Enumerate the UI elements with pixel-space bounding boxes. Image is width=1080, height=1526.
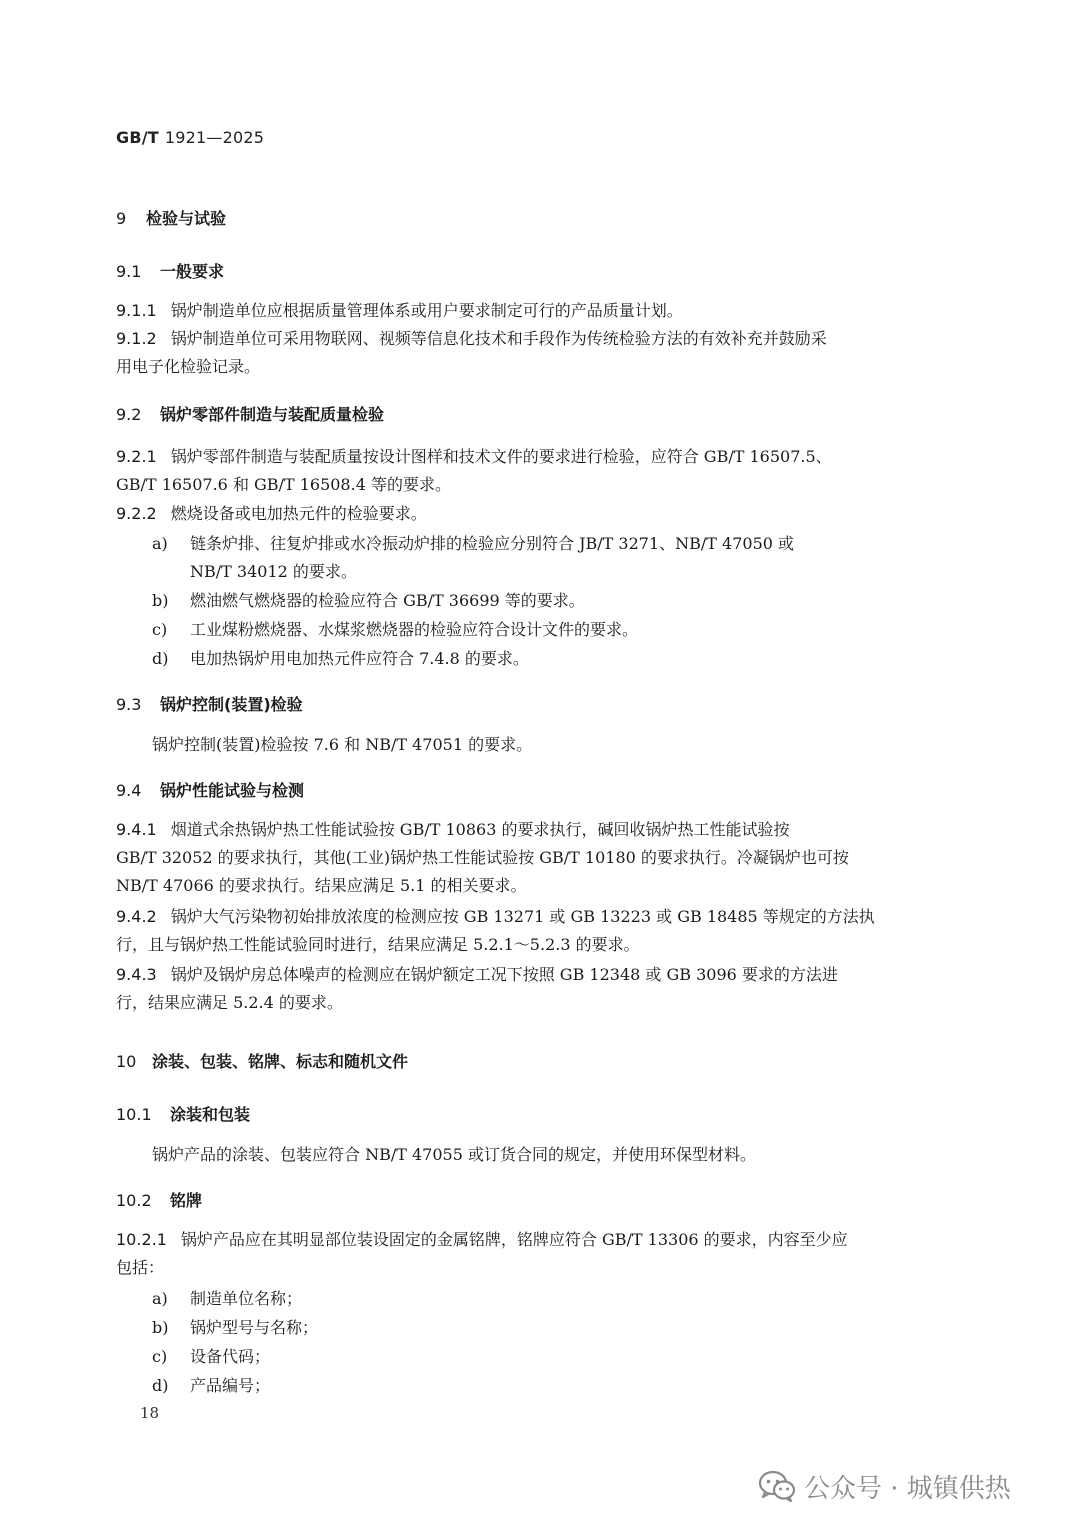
section-9-2-heading: 9.2 锅炉零部件制造与装配质量检验	[116, 405, 385, 424]
section-10-1-heading: 10.1 涂装和包装	[116, 1105, 251, 1124]
watermark-text: 公众号 · 城镇供热	[804, 1473, 1011, 1504]
clause-9-2-2: 9.2.2 燃烧设备或电加热元件的检验要求。	[116, 504, 427, 523]
clause-10-2-1: 10.2.1 锅炉产品应在其明显部位装设固定的金属铭牌，铭牌应符合 GB/T 13306 的要求，内容至少应 包括：	[116, 1230, 848, 1277]
list-item-9-2-2-b: b) 燃油燃气燃烧器的检验应符合 GB/T 36699 等的要求。	[152, 591, 585, 610]
list-item-9-2-2-d: d) 电加热锅炉用电加热元件应符合 7.4.8 的要求。	[152, 649, 529, 668]
list-item-10-2-1-d: d) 产品编号；	[152, 1376, 271, 1395]
list-item-9-2-2-a: a) 链条炉排、往复炉排或水冷振动炉排的检验应分别符合 JB/T 3271、NB/T 47050 或 NB/T 34012 的要求。	[152, 534, 795, 581]
clause-9-3-text: 锅炉控制(装置)检验按 7.6 和 NB/T 47051 的要求。	[152, 735, 533, 754]
section-9-1-heading: 9.1 一般要求	[116, 262, 225, 281]
section-10-2-heading: 10.2 铭牌	[116, 1191, 203, 1210]
clause-9-1-2: 9.1.2 锅炉制造单位可采用物联网、视频等信息化技术和手段作为传统检验方法的有效补充并鼓励采 用电子化检验记录。	[116, 329, 827, 376]
page-number: 18	[140, 1404, 160, 1422]
section-10-heading: 10 涂装、包装、铭牌、标志和随机文件	[116, 1052, 409, 1071]
standard-id	[116, 128, 264, 147]
list-item-9-2-2-c: c) 工业煤粉燃烧器、水煤浆燃烧器的检验应符合设计文件的要求。	[152, 620, 639, 639]
section-9-4-heading: 9.4 锅炉性能试验与检测	[116, 781, 305, 800]
standard-number: 1921—2025	[164, 128, 265, 147]
list-item-10-2-1-c: c) 设备代码；	[152, 1347, 271, 1366]
section-9-3-heading: 9.3 锅炉控制(装置)检验	[116, 695, 303, 714]
clause-9-1-1: 9.1.1 锅炉制造单位应根据质量管理体系或用户要求制定可行的产品质量计划。	[116, 301, 683, 320]
list-item-10-2-1-a: a) 制造单位名称；	[152, 1289, 303, 1308]
clause-9-2-1: 9.2.1 锅炉零部件制造与装配质量按设计图样和技术文件的要求进行检验，应符合 GB/T 16507.5、 GB/T 16507.6 和 GB/T 16508.4 等的要求。	[116, 447, 832, 494]
list-item-10-2-1-b: b) 锅炉型号与名称；	[152, 1318, 319, 1337]
section-9-heading: 9 检验与试验	[116, 209, 227, 228]
clause-10-1-text: 锅炉产品的涂装、包装应符合 NB/T 47055 或订货合同的规定，并使用环保型材料。	[152, 1145, 756, 1164]
clause-9-4-1: 9.4.1 烟道式余热锅炉热工性能试验按 GB/T 10863 的要求执行，碱回收锅炉热工性能试验按 GB/T 32052 的要求执行，其他(工业)锅炉热工性能试验按 GB/T 10180 的要求执行。冷凝锅炉也可按 NB/T 47066 的要求执行。结果应满足 5.1 的相关要求。	[116, 820, 849, 895]
clause-9-4-2: 9.4.2 锅炉大气污染物初始排放浓度的检测应按 GB 13271 或 GB 13223 或 GB 18485 等规定的方法执 行，且与锅炉热工性能试验同时进行，结果应满足 5.2.1～5.2.3 的要求。	[116, 907, 875, 954]
wechat-icon	[758, 1470, 796, 1502]
standard-code: GB/T	[116, 128, 159, 147]
clause-9-4-3: 9.4.3 锅炉及锅炉房总体噪声的检测应在锅炉额定工况下按照 GB 12348 或 GB 3096 要求的方法进 行，结果应满足 5.2.4 的要求。	[116, 965, 838, 1012]
watermark	[758, 1466, 1011, 1506]
